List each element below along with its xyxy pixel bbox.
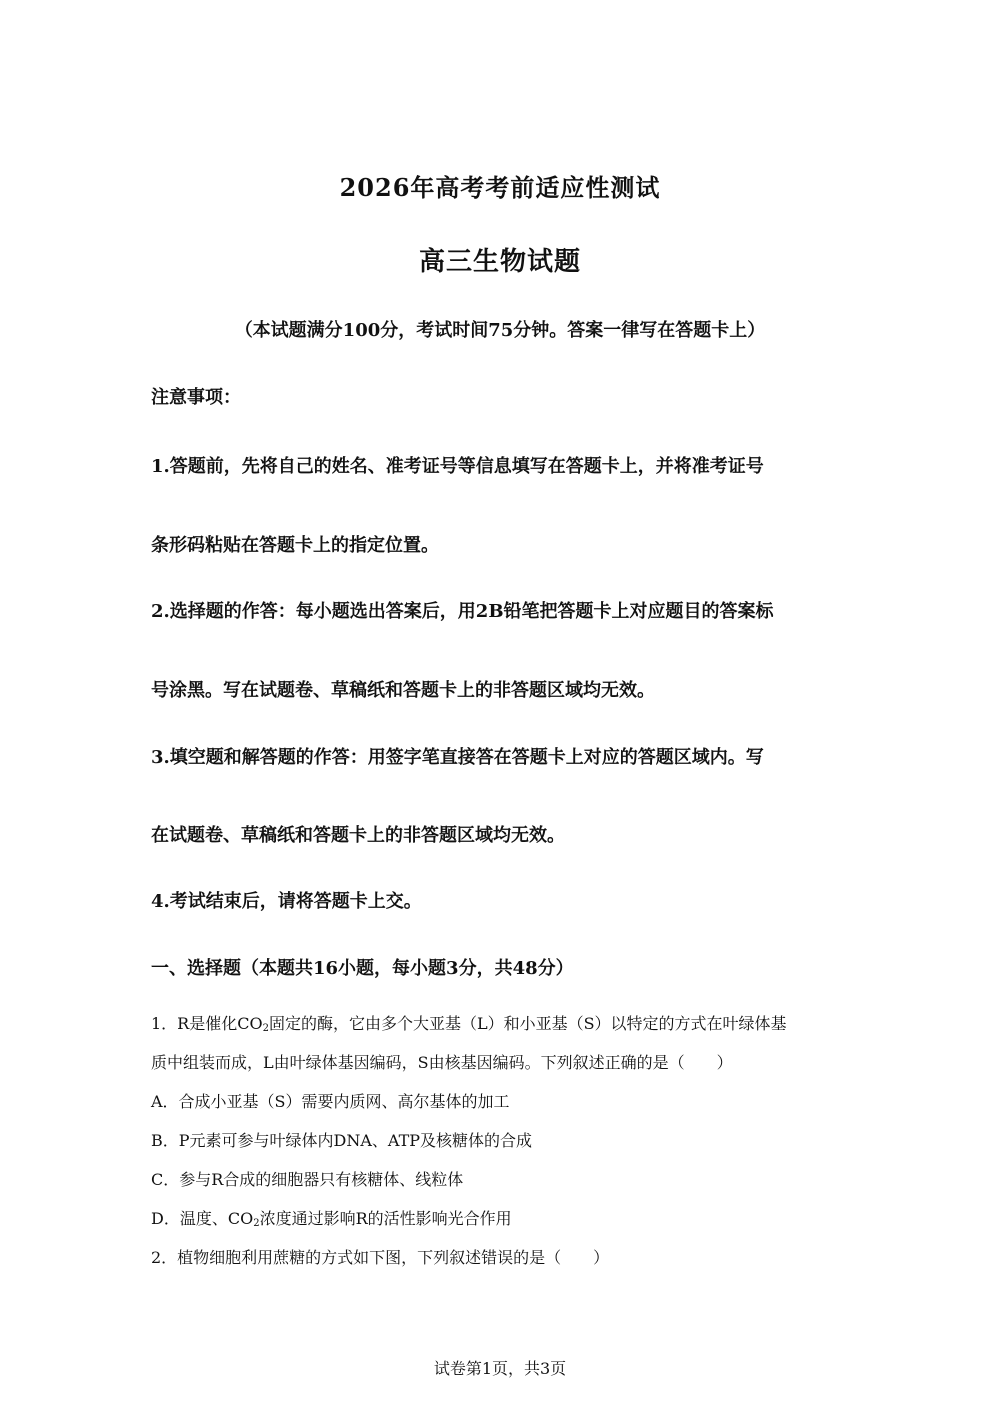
question-1-stem-line-1: 1．R是催化$CO_2$固定的酶，它由多个大亚基（L）和小亚基（S）以特定的方式在叶绿体基 — [151, 1014, 787, 1034]
notice-item-2-line-2: 号涂黑。写在试题卷、草稿纸和答题卡上的非答题区域均无效。 — [151, 680, 655, 701]
exam-title: 2026年高考考前适应性测试 — [339, 173, 661, 202]
subject-title: 高三生物试题 — [418, 247, 581, 277]
question-1-option-d: D．温度、$CO_2$浓度通过影响R的活性影响光合作用 — [151, 1209, 512, 1229]
question-1-option-c: C．参与R合成的细胞器只有核糖体、线粒体 — [151, 1170, 464, 1189]
notice-item-4: 4.考试结束后，请将答题卡上交。 — [151, 891, 422, 912]
notice-item-3-line-1: 3.填空题和解答题的作答：用签字笔直接答在答题卡上对应的答题区域内。写 — [151, 747, 764, 768]
notice-heading: 注意事项： — [151, 387, 241, 408]
notice-item-1-line-2: 条形码粘贴在答题卡上的指定位置。 — [151, 535, 439, 556]
question-1-stem-line-2: 质中组装而成，L由叶绿体基因编码，S由核基因编码。下列叙述正确的是（ ） — [151, 1053, 733, 1072]
question-2-stem: 2．植物细胞利用蔗糖的方式如下图，下列叙述错误的是（ ） — [151, 1248, 610, 1267]
page-footer: 试卷第1页，共3页 — [433, 1359, 567, 1378]
section-heading: 一、选择题（本题共16小题，每小题3分，共48分） — [151, 958, 574, 979]
question-1-option-b: B．P元素可参与叶绿体内DNA、ATP及核糖体的合成 — [151, 1131, 533, 1150]
exam-note: （本试题满分100分，考试时间75分钟。答案一律写在答题卡上） — [234, 320, 766, 341]
notice-item-3-line-2: 在试题卷、草稿纸和答题卡上的非答题区域均无效。 — [151, 825, 565, 846]
notice-item-1-line-1: 1.答题前，先将自己的姓名、准考证号等信息填写在答题卡上，并将准考证号 — [151, 456, 764, 477]
question-1-option-a: A．合成小亚基（S）需要内质网、高尔基体的加工 — [151, 1092, 510, 1111]
notice-item-2-line-1: 2.选择题的作答：每小题选出答案后，用2B铅笔把答题卡上对应题目的答案标 — [151, 601, 774, 622]
